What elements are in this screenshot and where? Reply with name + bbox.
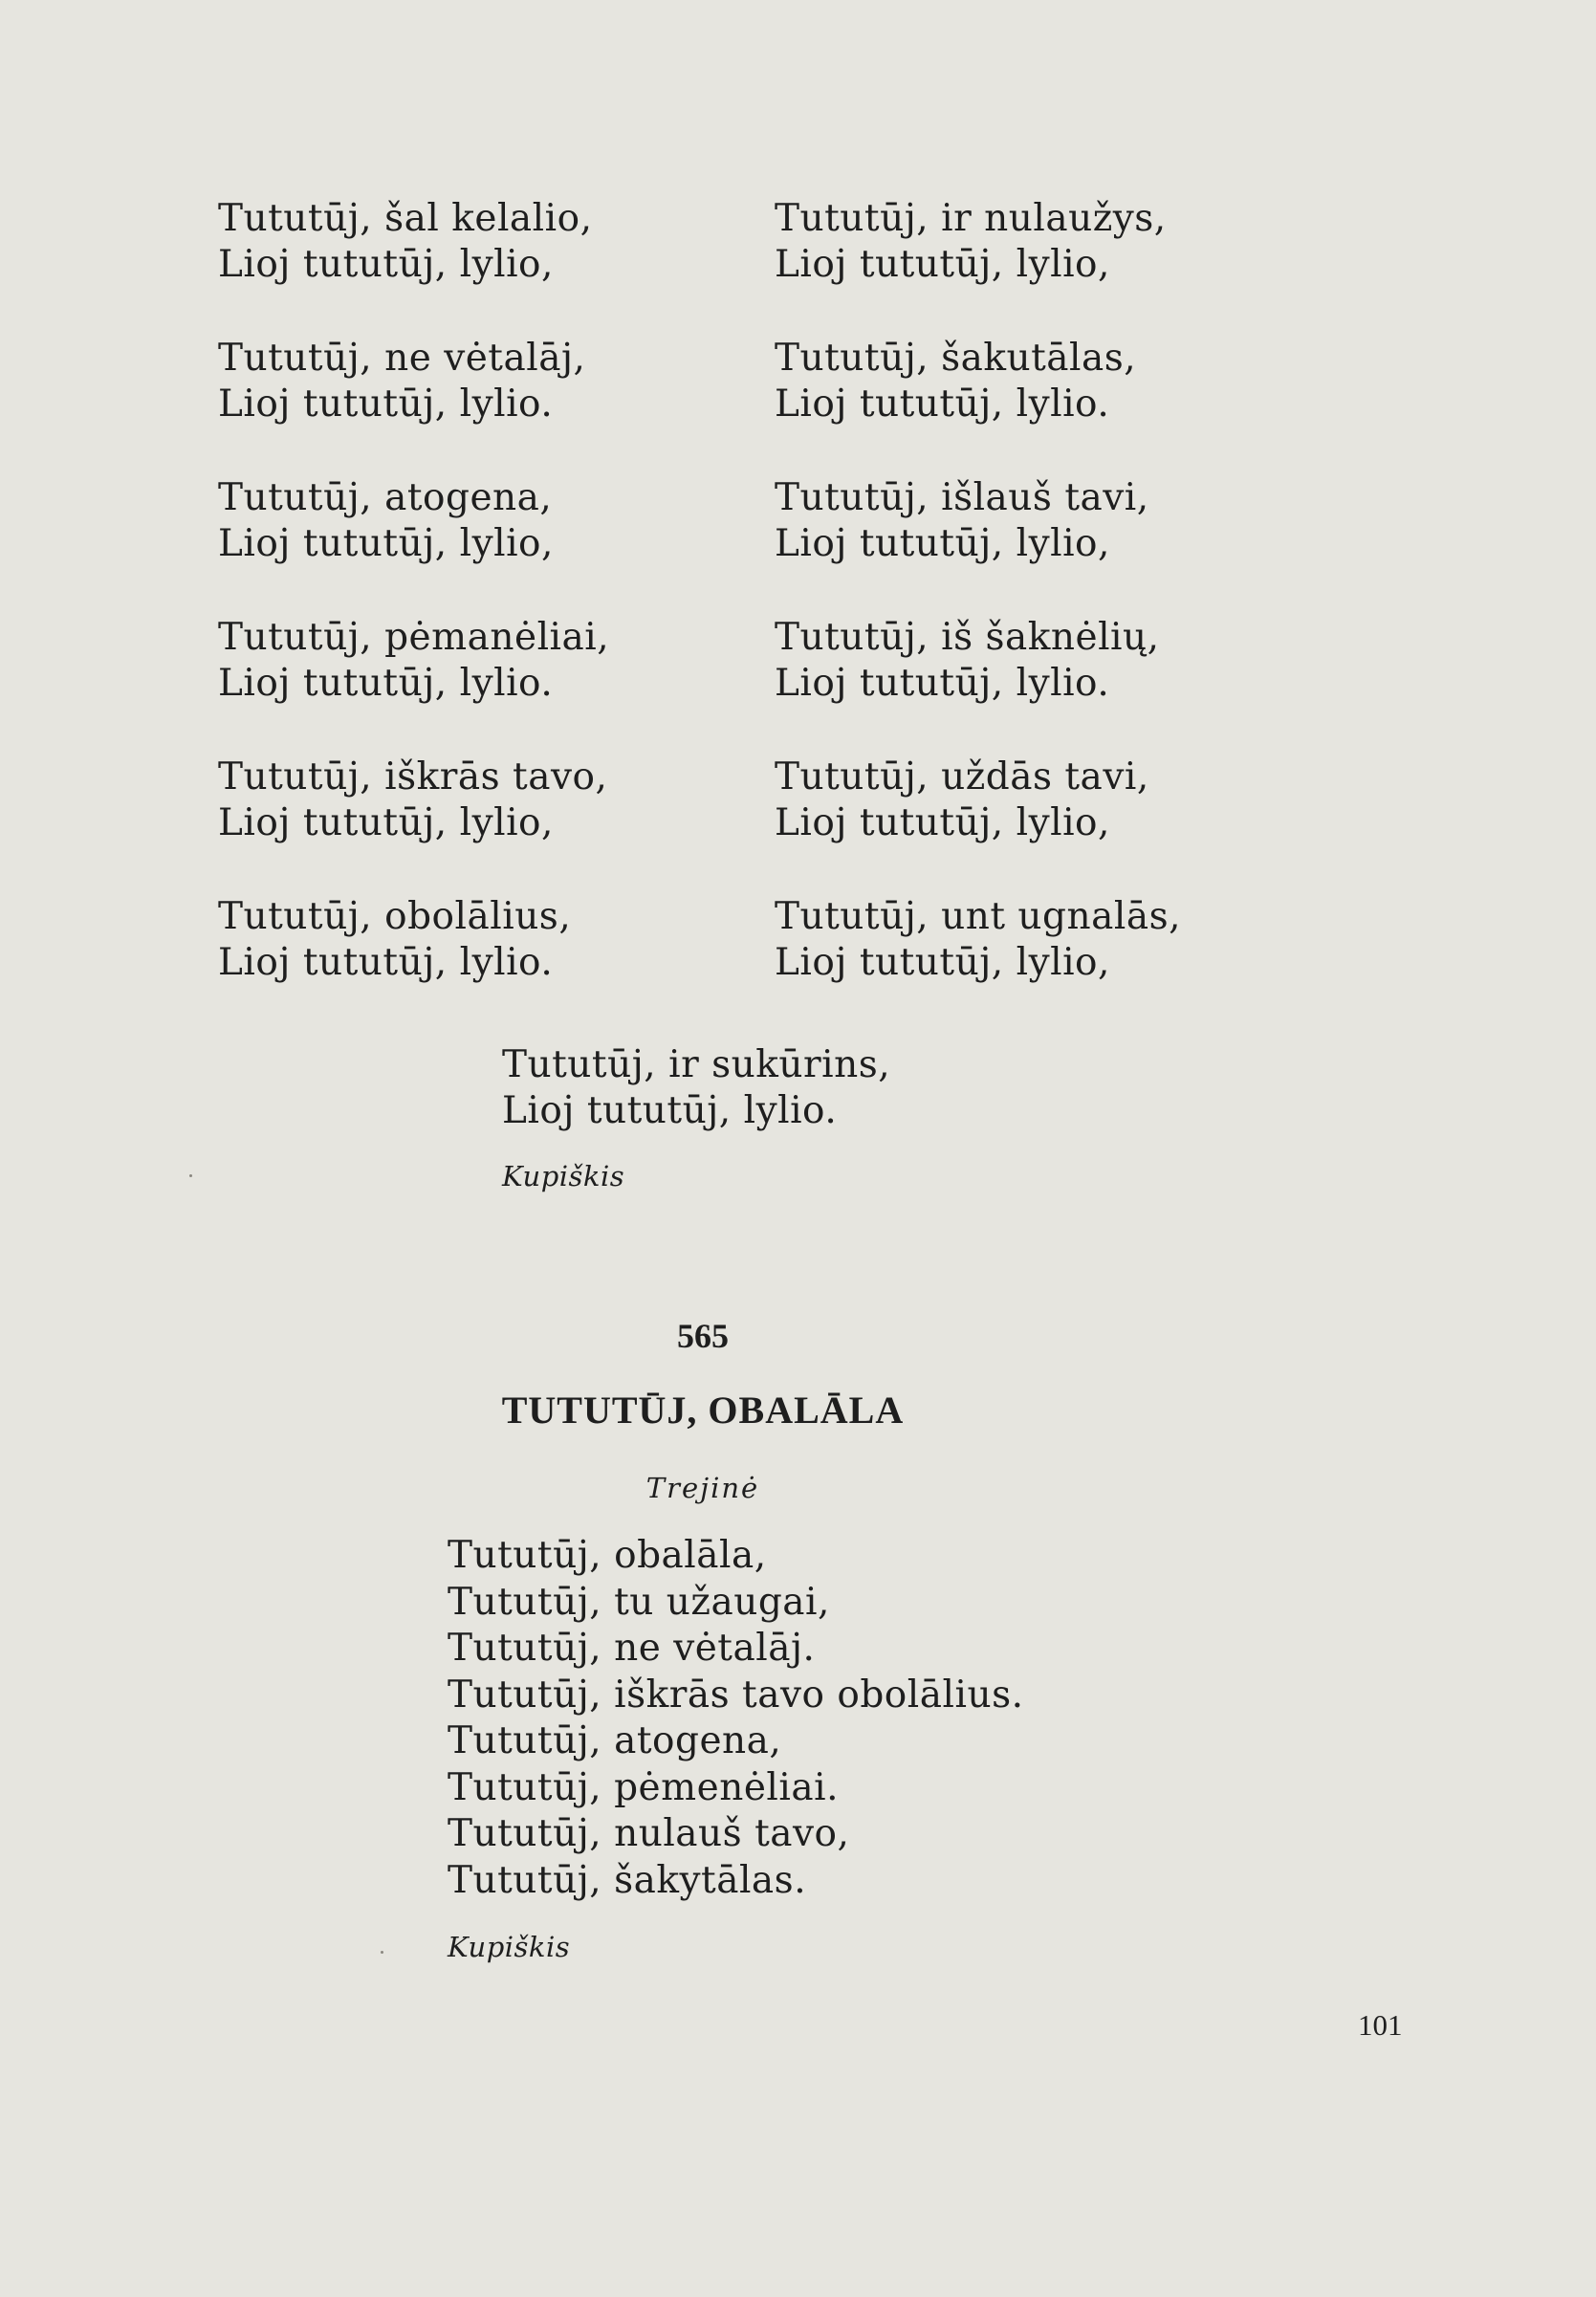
stanza [775,755,1387,894]
stanza [775,894,1387,1034]
page-number: 101 [1358,2008,1403,2042]
verse-line: Tututūj, unt ugnalās, [775,895,1181,938]
stanza [218,475,830,615]
song-line: Tututūj, iškrās tavo obolālius. [448,1673,1024,1717]
stanza [775,336,1387,475]
paper-speck [381,1951,383,1954]
verse-line: Tututūj, ir sukūrins, [502,1043,891,1086]
stanza [218,755,830,894]
refrain-line: Lioj tututūj, lylio, [218,243,554,286]
refrain-line: Lioj tututūj, lylio, [218,522,554,565]
refrain-line: Lioj tututūj, lylio, [775,941,1110,984]
left-column [218,196,830,1034]
stanza [775,615,1387,755]
verse-line: Tututūj, ir nulaužys, [775,197,1167,240]
refrain-line: Lioj tututūj, lylio, [775,243,1110,286]
refrain-line: Lioj tututūj, lylio. [218,662,554,705]
stanza [218,615,830,755]
refrain-line: Lioj tututūj, lylio, [775,522,1110,565]
verse-line: Tututūj, pėmanėliai, [218,616,610,659]
stanza [218,336,830,475]
verse-line: Tututūj, obolālius, [218,895,572,938]
verse-line: Tututūj, uždās tavi, [775,755,1149,798]
refrain-line: Lioj tututūj, lylio, [218,801,554,844]
place-name: Kupiškis [502,1160,625,1192]
song-line: Tututūj, obalāla, [448,1534,767,1577]
song-place-name: Kupiškis [448,1931,571,1963]
stanza [775,475,1387,615]
verse-line: Tututūj, iškrās tavo, [218,755,608,798]
stanza [775,196,1387,336]
song-subtitle: Trejinė [645,1472,760,1504]
refrain-line: Lioj tututūj, lylio. [775,662,1110,705]
final-stanza [502,1042,1171,1134]
song-line: Tututūj, šakytālas. [448,1858,807,1902]
stanza [218,894,830,1034]
song-line: Tututūj, pėmenėliai. [448,1765,839,1809]
song-line: Tututūj, atogena, [448,1719,782,1762]
verse-line: Tututūj, šakutālas, [775,337,1137,380]
verse-line: Tututūj, šal kelalio, [218,197,593,240]
verse-line: Tututūj, iš šaknėlių, [775,616,1160,659]
refrain-line: Lioj tututūj, lylio. [775,383,1110,426]
song-text [448,1533,1213,1904]
refrain-line: Lioj tututūj, lylio. [502,1089,838,1132]
stanza [218,196,830,336]
right-column [775,196,1387,1034]
verse-line: Tututūj, atogena, [218,476,553,519]
refrain-line: Lioj tututūj, lylio. [218,383,554,426]
song-title: TUTUTŪJ, OBALĀLA [501,1389,905,1432]
paper-speck [189,1174,192,1177]
refrain-line: Lioj tututūj, lylio, [775,801,1110,844]
song-line: Tututūj, tu užaugai, [448,1580,830,1624]
verse-line: Tututūj, ne vėtalāj, [218,337,586,380]
refrain-line: Lioj tututūj, lylio. [218,941,554,984]
song-number: 565 [677,1317,729,1355]
verse-line: Tututūj, išlauš tavi, [775,476,1149,519]
song-line: Tututūj, nulauš tavo, [448,1812,850,1855]
song-line: Tututūj, ne vėtalāj. [448,1627,816,1670]
